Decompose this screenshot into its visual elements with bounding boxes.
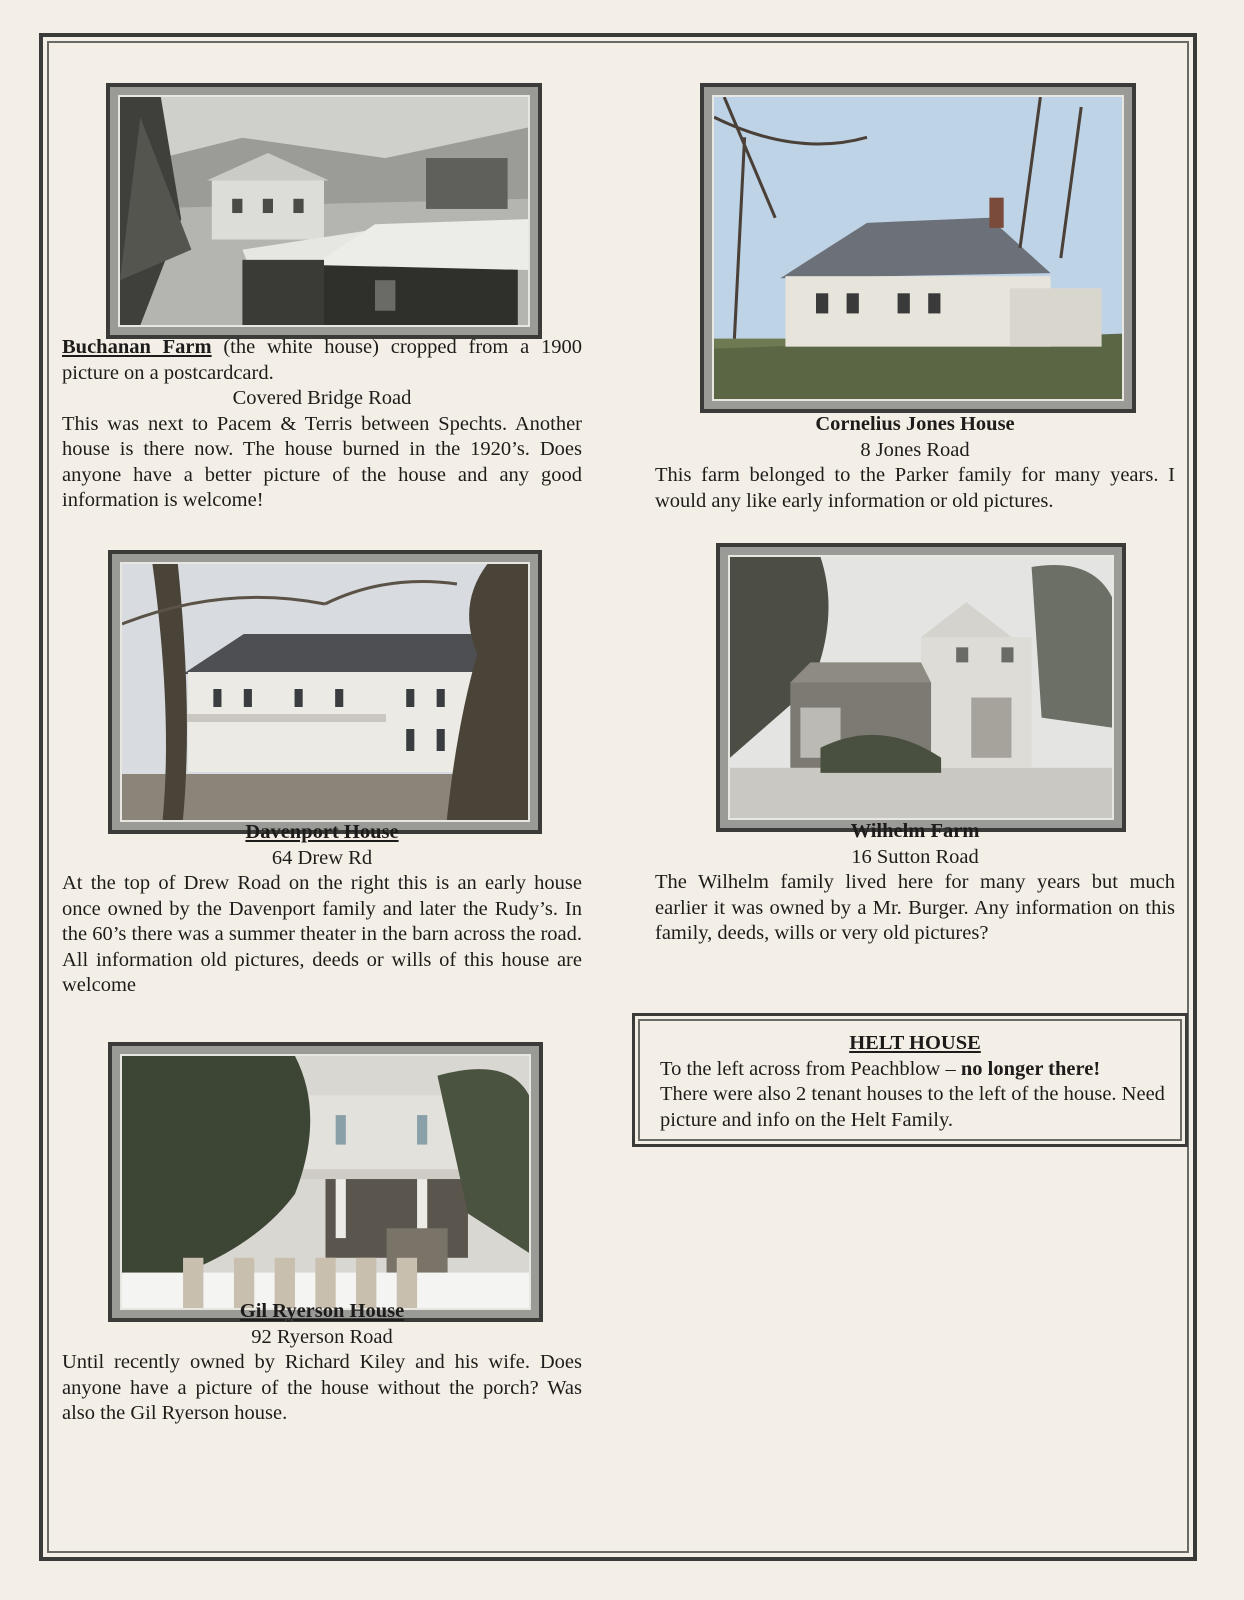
helt-house-title: HELT HOUSE bbox=[849, 1032, 981, 1054]
helt-house-text: There were also 2 tenant houses to the left of the house. Need picture and info on the Helt Family. bbox=[660, 1083, 1165, 1131]
helt-house-box bbox=[632, 1013, 1188, 1147]
cornelius-jones-photo bbox=[700, 83, 1136, 413]
wilhelm-farm-caption bbox=[655, 819, 1175, 947]
davenport-house-title: Davenport House bbox=[245, 821, 399, 843]
helt-house-line1: To the left across from Peachblow – bbox=[660, 1057, 961, 1080]
helt-house-inner bbox=[638, 1019, 1182, 1141]
gil-ryerson-title: Gil Ryerson House bbox=[239, 1300, 405, 1322]
gil-ryerson-photo bbox=[108, 1042, 543, 1322]
gil-ryerson-caption bbox=[62, 1299, 582, 1427]
davenport-house-description: At the top of Drew Road on the right this is an early house once owned by the Davenport family and later the Rudy’s. In the 60’s there was a summer theater in the barn across the road. All information old pictures, deeds or wills of this house are welcome bbox=[62, 872, 582, 996]
gil-ryerson-description: Until recently owned by Richard Kiley and his wife. Does anyone have a picture of the house without the porch? Was also the Gil Ryerson house. bbox=[62, 1351, 582, 1424]
cornelius-jones-description: This farm belonged to the Parker family for many years. I would any like early information or old pictures. bbox=[655, 464, 1175, 512]
davenport-house-caption bbox=[62, 820, 582, 999]
buchanan-farm-intro: (the white house) cropped from a 1900 picture on a postcardcard. bbox=[62, 336, 582, 384]
wilhelm-farm-title: Wilhelm Farm bbox=[850, 820, 980, 842]
wilhelm-farm-address: 16 Sutton Road bbox=[851, 845, 979, 868]
buchanan-farm-description: This was next to Pacem & Terris between Spechts. Another house is there now. The house burned in the 1920’s. Does anyone have a better picture of the house and any good information is welcome! bbox=[62, 412, 582, 511]
davenport-house-photo bbox=[108, 550, 542, 834]
helt-house-emphasis: no longer there! bbox=[960, 1057, 1101, 1080]
buchanan-farm-address: Covered Bridge Road bbox=[232, 387, 412, 409]
cornelius-jones-caption bbox=[655, 412, 1175, 514]
cornelius-jones-title: Cornelius Jones House bbox=[815, 413, 1015, 435]
buchanan-farm-photo bbox=[106, 83, 542, 339]
buchanan-farm-title: Buchanan Farm bbox=[62, 336, 212, 358]
buchanan-farm-caption bbox=[62, 335, 582, 514]
davenport-house-address: 64 Drew Rd bbox=[271, 846, 373, 869]
gil-ryerson-address: 92 Ryerson Road bbox=[251, 1325, 393, 1348]
wilhelm-farm-photo bbox=[716, 543, 1126, 832]
cornelius-jones-address: 8 Jones Road bbox=[860, 438, 970, 461]
wilhelm-farm-description: The Wilhelm family lived here for many years but much earlier it was owned by a Mr. Burger. Any information on this family, deeds, wills or very old pictures? bbox=[655, 871, 1175, 944]
